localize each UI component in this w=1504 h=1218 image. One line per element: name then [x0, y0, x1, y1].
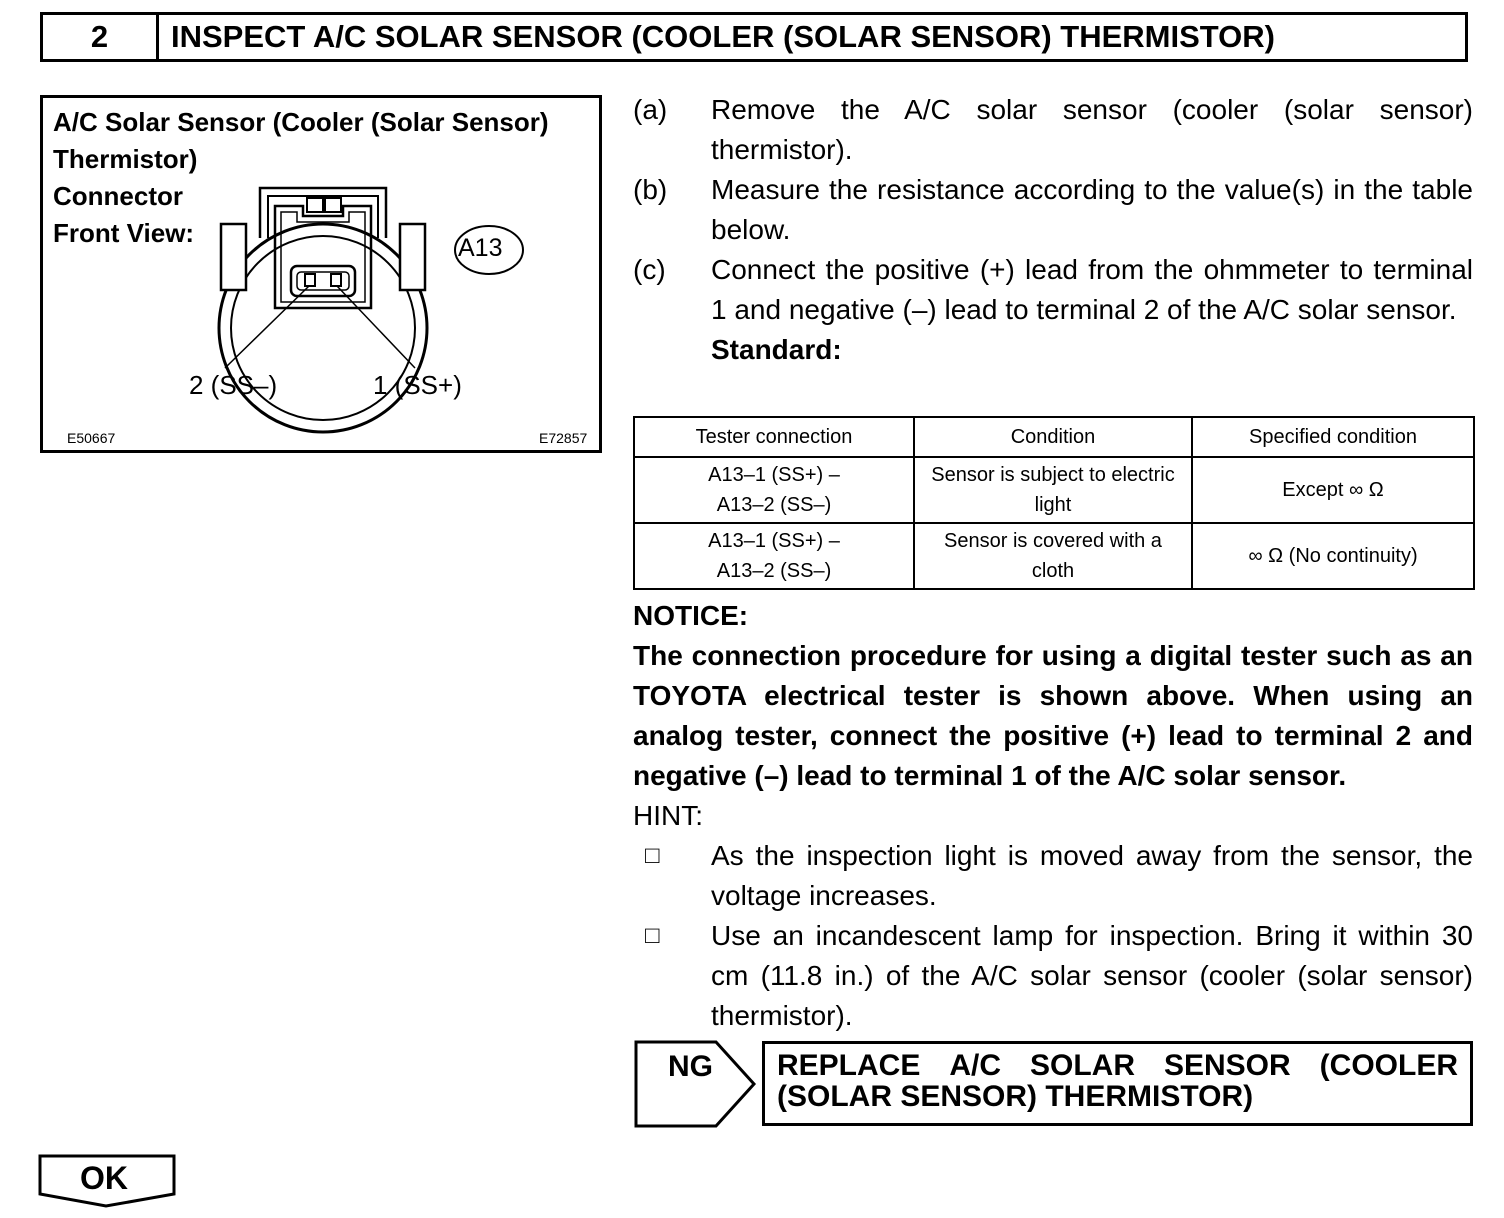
table-row [634, 523, 1474, 589]
figure-code-right: E72857 [539, 430, 588, 446]
ng-label: NG [668, 1050, 713, 1083]
procedure-steps [633, 90, 1473, 370]
figure-code-left: E50667 [67, 430, 116, 446]
figure-title-line: Connector [53, 181, 183, 211]
connector-figure [40, 95, 602, 453]
replace-word: REPLACE [777, 1049, 921, 1082]
step-text: Connect the positive (+) lead from the ohmmeter to terminal 1 and negative (–) lead to terminal 2 of the A/C solar sensor. [711, 254, 1473, 325]
connection-line: A13–1 (SS+) – [708, 530, 840, 552]
list-item [633, 90, 1473, 170]
table-cell [634, 457, 914, 523]
connector-id-label: A13 [458, 234, 503, 262]
step-number: 2 [43, 15, 159, 59]
checkbox-bullet-icon: □ [645, 842, 660, 869]
terminal-2-label: 2 (SS–) [189, 370, 278, 400]
list-item [633, 916, 1473, 1036]
table-cell: Except ∞ Ω [1192, 457, 1474, 523]
table-cell: Sensor is subject to electric light [914, 457, 1192, 523]
terminal-1-label: 1 (SS+) [373, 370, 462, 400]
notice-title: NOTICE: [633, 600, 749, 631]
list-item [633, 170, 1473, 250]
spec-table [633, 416, 1475, 590]
step-marker: (a) [633, 94, 668, 125]
standard-label: Standard: [711, 334, 842, 365]
notice-section [633, 596, 1473, 1036]
ok-label: OK [80, 1160, 128, 1196]
step-title: INSPECT A/C SOLAR SENSOR (COOLER (SOLAR SENSOR) THERMISTOR) [171, 19, 1275, 54]
table-row [634, 457, 1474, 523]
figure-title-line: Thermistor) [53, 144, 198, 174]
figure-title-line: A/C Solar Sensor (Cooler (Solar Sensor) [53, 107, 549, 137]
hint-title: HINT: [633, 800, 703, 831]
table-cell [634, 523, 914, 589]
replace-action-box [762, 1041, 1473, 1126]
figure-title [53, 104, 549, 252]
list-item [633, 836, 1473, 916]
column-header: Tester connection [634, 417, 914, 457]
replace-action-line [777, 1050, 1458, 1081]
step-text: Measure the resistance according to the value(s) in the table below. [711, 174, 1473, 245]
connection-line: A13–2 (SS–) [716, 560, 832, 582]
replace-word: SOLAR [1030, 1049, 1135, 1082]
column-header: Specified condition [1192, 417, 1474, 457]
hint-text: Use an incandescent lamp for inspection. Bring it within 30 cm (11.8 in.) of the A/C solar sensor (cooler (solar sensor) thermistor). [711, 920, 1473, 1031]
step-text: Remove the A/C solar sensor (cooler (solar sensor) thermistor). [711, 94, 1473, 165]
step-marker: (c) [633, 254, 666, 285]
checkbox-bullet-icon: □ [645, 922, 660, 949]
notice-body: The connection procedure for using a digital tester such as an TOYOTA electrical tester is shown above. When using an analog tester, connect the positive (+) lead to terminal 2 and negative (–) lead to terminal 1 of the A/C solar sensor. [633, 640, 1473, 791]
step-marker: (b) [633, 174, 668, 205]
table-header-row [634, 417, 1474, 457]
table-cell: Sensor is covered with a cloth [914, 523, 1192, 589]
figure-title-line: Front View: [53, 218, 195, 248]
replace-word: A/C [949, 1049, 1002, 1082]
replace-word: SENSOR [1163, 1049, 1291, 1082]
connection-line: A13–1 (SS+) – [708, 464, 840, 486]
list-item [633, 250, 1473, 330]
table-cell: ∞ Ω (No continuity) [1192, 523, 1474, 589]
connection-line: A13–2 (SS–) [716, 494, 832, 516]
replace-action-line: (SOLAR SENSOR) THERMISTOR) [777, 1080, 1254, 1113]
hint-text: As the inspection light is moved away from the sensor, the voltage increases. [711, 840, 1473, 911]
replace-word: (COOLER [1319, 1049, 1458, 1082]
column-header: Condition [914, 417, 1192, 457]
step-header [40, 12, 1468, 62]
